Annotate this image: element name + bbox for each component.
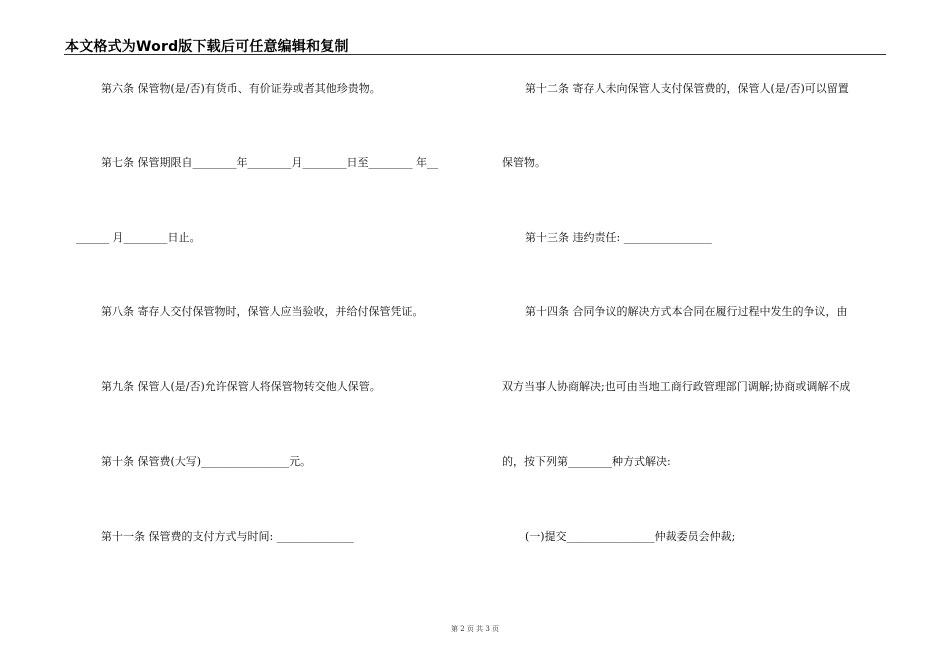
clause-11: 第十一条 保管费的支付方式与时间: ______________ bbox=[101, 530, 354, 543]
clause-12: 第十二条 寄存人未向保管人支付保管费的，保管人(是/否)可以留置 bbox=[525, 82, 849, 95]
clause-6: 第六条 保管物(是/否)有货币、有价证券或者其他珍贵物。 bbox=[101, 82, 381, 95]
clause-14-option-1: (一)提交________________仲裁委员会仲裁; bbox=[525, 530, 736, 543]
clause-13: 第十三条 违约责任: ________________ bbox=[525, 231, 712, 244]
page-number: 第 2 页 共 3 页 bbox=[450, 625, 500, 633]
clause-10: 第十条 保管费(大写)________________元。 bbox=[101, 455, 312, 468]
clause-7-continued: ______ 月________日止。 bbox=[76, 231, 201, 244]
clause-14-line-2: 双方当事人协商解决;也可由当地工商行政管理部门调解;协商或调解不成 bbox=[502, 380, 851, 393]
clause-9: 第九条 保管人(是/否)允许保管人将保管物转交他人保管。 bbox=[101, 380, 381, 393]
clause-7: 第七条 保管期限自________年________月________日至________ 年__ bbox=[101, 156, 438, 169]
clause-8: 第八条 寄存人交付保管物时，保管人应当验收，并给付保管凭证。 bbox=[101, 305, 424, 318]
page-header-title: 本文格式为Word版下载后可任意编辑和复制 bbox=[65, 39, 349, 55]
clause-14-line-3: 的，按下列第________种方式解决: bbox=[502, 455, 671, 468]
clause-12-continued: 保管物。 bbox=[502, 156, 546, 169]
clause-14: 第十四条 合同争议的解决方式本合同在履行过程中发生的争议，由 bbox=[525, 305, 848, 318]
header-rule bbox=[64, 54, 886, 55]
